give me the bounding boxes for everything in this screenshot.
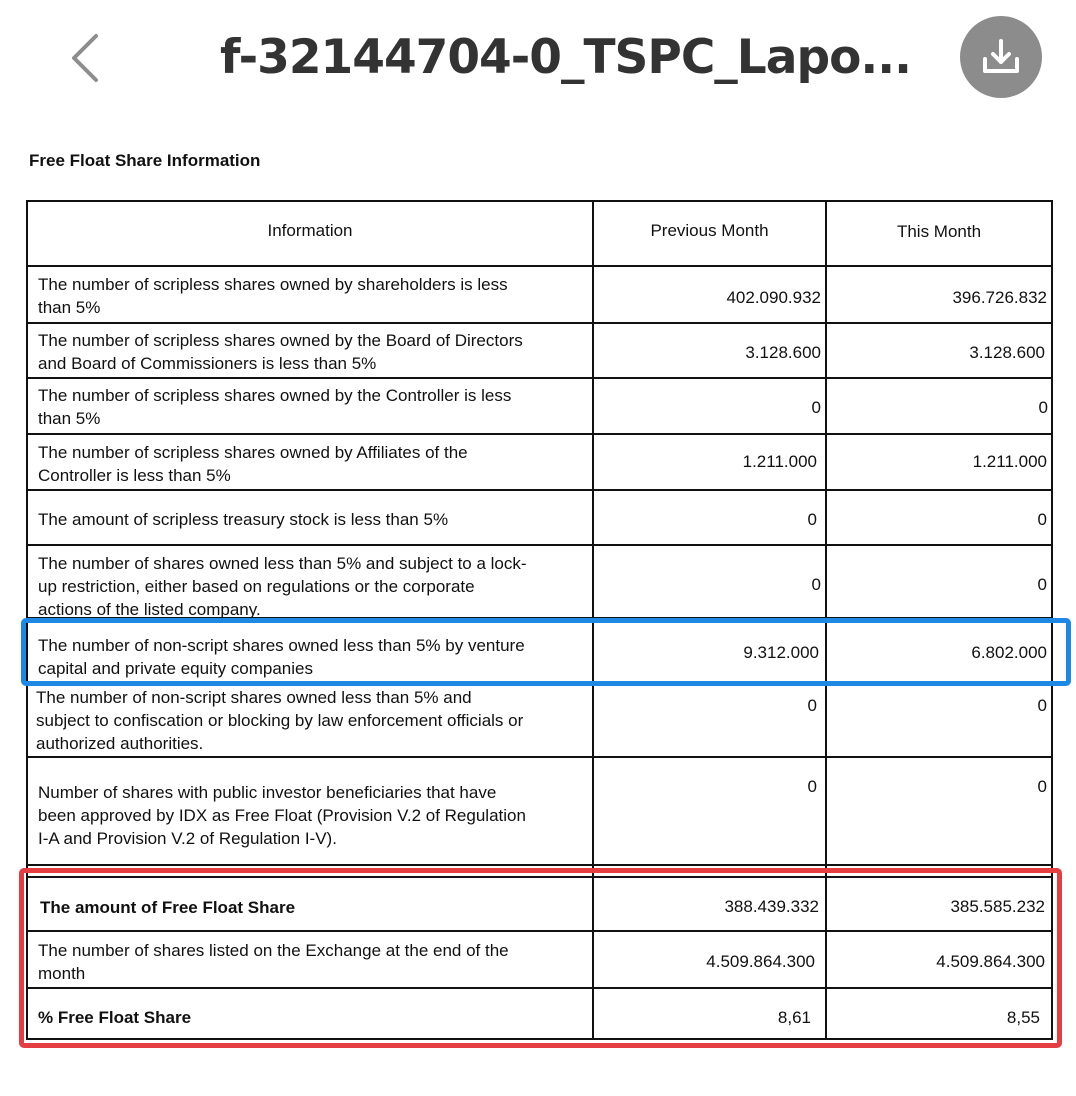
previous-month-value: 0 [807, 510, 817, 529]
table-row-label: The number of shares owned less than 5% and subject to a lock- up restriction, either based on regulations or the corporate actions of the listed company. [38, 554, 527, 619]
table-row-label: The number of scripless shares owned by the Controller is less than 5% [38, 386, 512, 428]
table-row-label: The amount of Free Float Share [40, 898, 296, 917]
previous-month-value: 4.509.864.300 [706, 952, 815, 971]
previous-month-value: 0 [811, 575, 821, 594]
table-row-label: The number of scripless shares owned by the Board of Directors and Board of Commissioners is less than 5% [38, 331, 523, 373]
table-row-label: The number of non-script shares owned less than 5% by venture capital and private equity companies [38, 636, 525, 678]
table-row-label: The number of non-script shares owned less than 5% and subject to confiscation or blocking by law enforcement officials or authorized authorities. [36, 688, 524, 753]
highlight-box-venture-capital [21, 618, 1071, 686]
previous-month-value: 3.128.600 [745, 343, 821, 362]
this-month-value: 0 [1037, 696, 1047, 715]
chevron-left-icon [66, 32, 106, 84]
previous-month-value: 402.090.932 [726, 288, 821, 307]
this-month-value: 0 [1038, 398, 1048, 417]
previous-month-value: 388.439.332 [724, 897, 819, 916]
previous-month-value: 9.312.000 [743, 643, 819, 662]
column-header-this-month: This Month [896, 222, 982, 241]
previous-month-value: 8,61 [777, 1008, 811, 1027]
section-title: Free Float Share Information [29, 151, 261, 170]
this-month-value: 6.802.000 [971, 643, 1047, 662]
this-month-value: 0 [1037, 575, 1047, 594]
previous-month-value: 0 [807, 696, 817, 715]
this-month-value: 0 [1037, 510, 1047, 529]
table-row-label: The number of scripless shares owned by shareholders is less than 5% [38, 275, 508, 317]
this-month-value: 0 [1037, 777, 1047, 796]
table-row-label: The number of scripless shares owned by Affiliates of the Controller is less than 5% [38, 443, 468, 485]
table-row-label: The number of shares listed on the Exchange at the end of the month [38, 941, 509, 983]
table-row-label: % Free Float Share [38, 1008, 192, 1027]
download-icon [981, 37, 1021, 77]
this-month-value: 396.726.832 [952, 288, 1047, 307]
this-month-value: 8,55 [1006, 1008, 1040, 1027]
this-month-value: 1.211.000 [972, 452, 1047, 471]
back-button[interactable] [66, 32, 106, 84]
previous-month-value: 1.211.000 [742, 452, 817, 471]
this-month-value: 4.509.864.300 [936, 952, 1045, 971]
table-row-label: Number of shares with public investor beneficiaries that have been approved by IDX as Free Float (Provision V.2 of Regulation I-A and Provision V.2 of Regulation I-V). [38, 783, 526, 848]
document-title: f-32144704-0_TSPC_Lapo... [220, 30, 911, 85]
previous-month-value: 0 [807, 777, 817, 796]
this-month-value: 385.585.232 [950, 897, 1045, 916]
table-row-label: The amount of scripless treasury stock is less than 5% [38, 510, 449, 529]
column-header-information: Information [267, 221, 353, 240]
this-month-value: 3.128.600 [969, 343, 1045, 362]
download-button[interactable] [960, 16, 1042, 98]
column-header-previous-month: Previous Month [650, 221, 769, 240]
previous-month-value: 0 [811, 398, 821, 417]
highlight-box-free-float-summary [19, 868, 1062, 1048]
